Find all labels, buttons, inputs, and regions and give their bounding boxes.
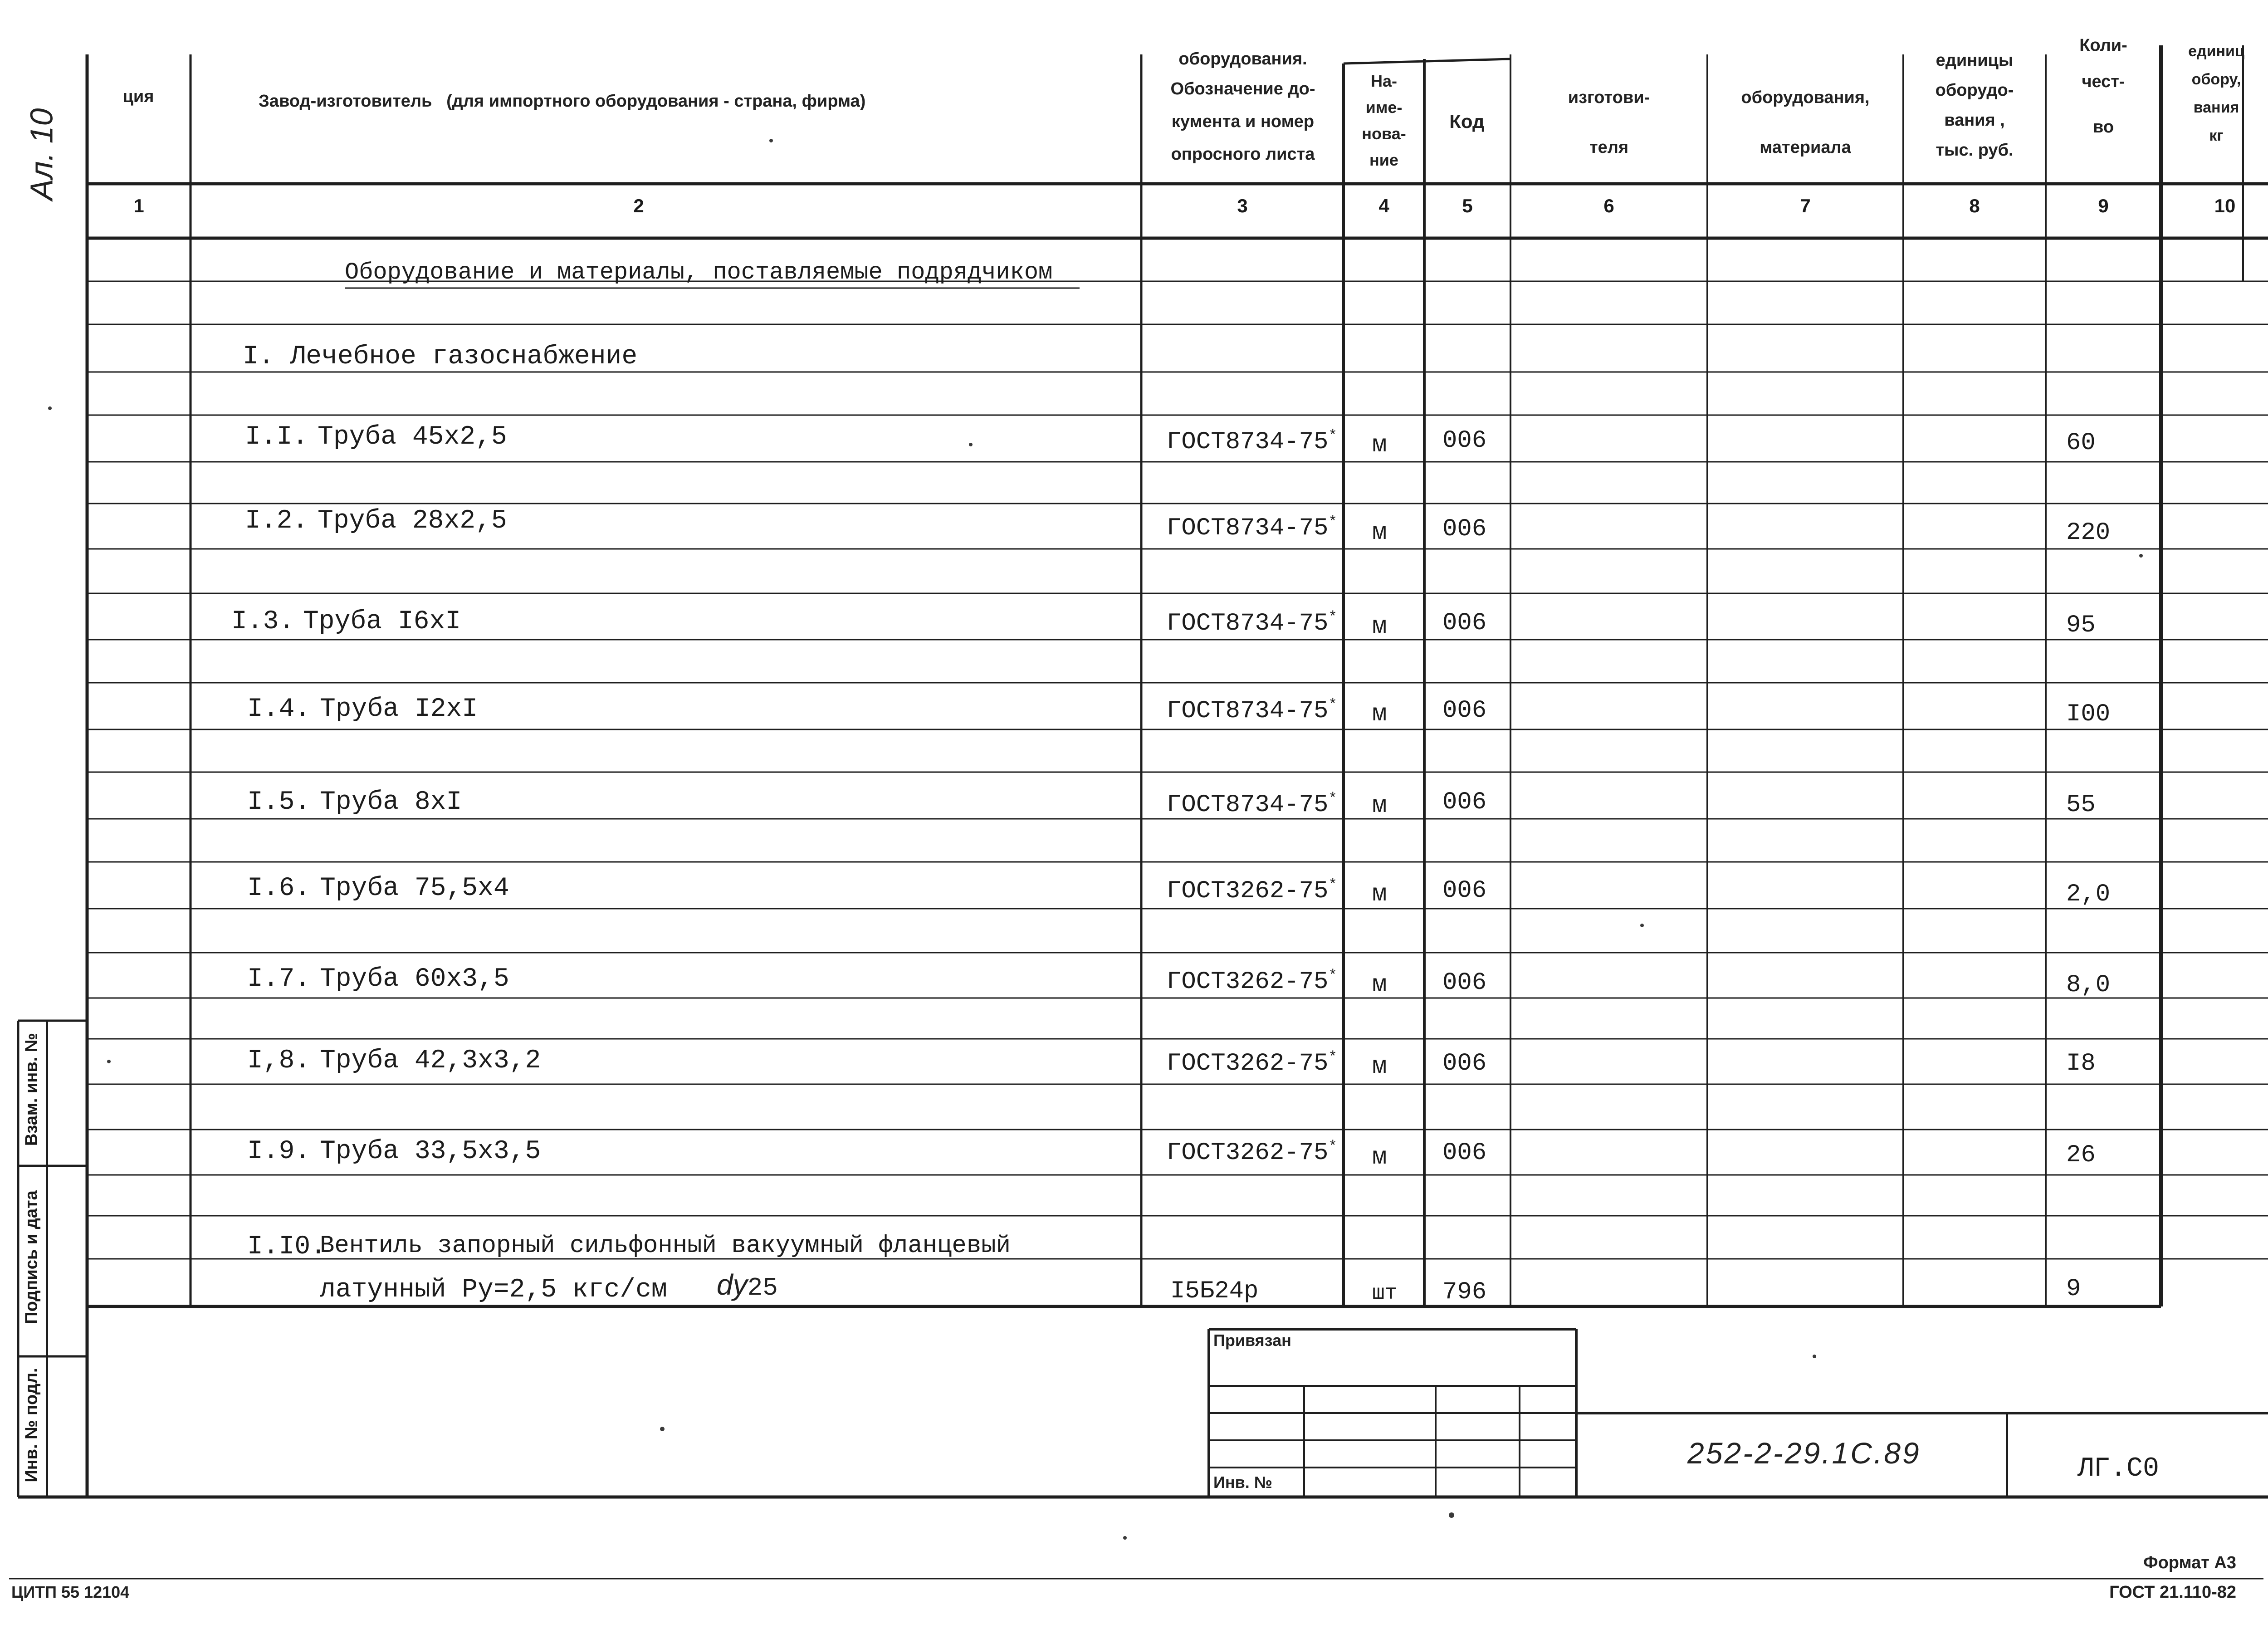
header-col3-l2: кумента и номер — [1171, 112, 1315, 131]
row-unit: м — [1372, 1053, 1387, 1081]
row-doc: I5Б24р — [1170, 1277, 1259, 1305]
header-col8-l3: вания , — [1944, 111, 2005, 130]
row-name: Труба 8xI — [320, 788, 462, 817]
row-qty: 95 — [2066, 612, 2096, 639]
row-pos: I.3. — [231, 607, 295, 636]
row-code: 796 — [1442, 1278, 1487, 1306]
side-podpis-data: Подпись и дата — [22, 1190, 41, 1324]
col-number: 10 — [2214, 195, 2236, 216]
row-qty: I8 — [2066, 1050, 2096, 1077]
header-col4-l2: име- — [1365, 98, 1403, 117]
row-doc: ГОСТ8734-75* — [1167, 514, 1337, 542]
inv-no-label: Инв. № — [1213, 1473, 1272, 1492]
header-col8-l4: тыс. руб. — [1936, 141, 2014, 160]
row-qty: 26 — [2066, 1141, 2096, 1169]
col-number: 1 — [133, 195, 144, 216]
row-qty: 9 — [2066, 1275, 2081, 1303]
row-doc: ГОСТ8734-75* — [1167, 696, 1337, 725]
row-name: Труба 42,3x3,2 — [320, 1046, 541, 1076]
header-col7 — [1709, 73, 1901, 172]
header-col9-top: Коли- — [2079, 36, 2127, 55]
header-col4-l3: нова- — [1362, 124, 1406, 143]
footer-format: Формат А3 — [2143, 1553, 2236, 1572]
header-col9-l2: во — [2092, 117, 2114, 137]
header-col4-l4: ние — [1369, 151, 1398, 169]
col-number: 8 — [1969, 195, 1980, 216]
row-unit: м — [1372, 519, 1387, 547]
row-qty: 60 — [2066, 429, 2096, 457]
col-number: 4 — [1378, 195, 1389, 216]
row-qty: I00 — [2066, 700, 2111, 728]
row-name-line1: Вентиль запорный сильфонный вакуумный фланцевый — [320, 1232, 1011, 1260]
row-qty: 55 — [2066, 791, 2096, 819]
row-code: 006 — [1442, 1050, 1487, 1077]
row-pos: I.7. — [247, 964, 311, 994]
header-col3-l1: Обозначение до- — [1170, 79, 1315, 98]
side-vzam-inv: Взам. инв. № — [22, 1032, 41, 1146]
row-name: Труба 45x2,5 — [318, 422, 507, 452]
row-unit: м — [1372, 700, 1387, 728]
row-pos: I.I. — [245, 422, 308, 452]
col-number: 7 — [1800, 195, 1811, 216]
row-pos: I,8. — [247, 1046, 311, 1076]
row-pos: I.I0. — [247, 1232, 327, 1262]
row-code: 006 — [1442, 427, 1487, 455]
header-col9-l1: чест- — [2082, 72, 2125, 91]
header-col10-l2: обору, — [2191, 71, 2241, 88]
row-unit: м — [1372, 431, 1387, 459]
row-name: Труба 75,5x4 — [320, 874, 509, 903]
row-qty: 8,0 — [2066, 971, 2111, 999]
footer-printer: ЦИТП 55 12104 — [11, 1583, 130, 1601]
header-col5: Код — [1449, 111, 1485, 132]
header-col2 — [200, 86, 1193, 116]
col-number: 6 — [1603, 195, 1614, 216]
row-unit: м — [1372, 881, 1387, 908]
row-code: 006 — [1442, 969, 1487, 997]
header-col4-l1: На- — [1370, 72, 1397, 90]
row-qty: 2,0 — [2066, 881, 2111, 908]
sheet-code: ЛГ.С0 — [2077, 1453, 2160, 1484]
header-col2-main: Завод-изготовитель — [259, 92, 432, 111]
row-code: 006 — [1442, 788, 1487, 816]
row-pos: I.6. — [247, 874, 311, 903]
row-pos: I.9. — [247, 1137, 311, 1166]
header-col6-l1: изготови- — [1568, 88, 1650, 107]
row-name-line2: латунный Ру=2,5 кгс/см — [320, 1275, 667, 1305]
header-col7-l1: оборудования, — [1741, 88, 1870, 107]
row-name: Труба I2xI — [320, 695, 478, 724]
col-number: 9 — [2098, 195, 2109, 216]
header-col8-l1: единицы — [1936, 51, 2014, 70]
header-col7-l2: материала — [1760, 138, 1851, 157]
side-inv-podl: Инв. № подл. — [22, 1368, 41, 1482]
row-doc: ГОСТ8734-75* — [1167, 609, 1337, 637]
header-col10-l3: вания — [2193, 99, 2239, 116]
header-col8 — [1905, 45, 2044, 165]
header-col8-l2: оборудо- — [1935, 81, 2014, 100]
row-unit: м — [1372, 1144, 1387, 1171]
subsection-title: I. Лечебное газоснабжение — [243, 342, 638, 372]
header-col6 — [1512, 73, 1706, 172]
row-code: 006 — [1442, 1139, 1487, 1167]
row-code: 006 — [1442, 877, 1487, 905]
row-unit: м — [1372, 971, 1387, 999]
row-name: Труба I6xI — [303, 607, 461, 636]
row-doc: ГОСТ3262-75* — [1167, 876, 1337, 905]
row-qty: 220 — [2066, 519, 2111, 547]
row-doc: ГОСТ8734-75* — [1167, 790, 1337, 819]
col-number: 5 — [1462, 195, 1473, 216]
header-col4 — [1345, 68, 1422, 173]
doc-number: 252-2-29.1С.89 — [1687, 1436, 1921, 1470]
row-name: Труба 28x2,5 — [318, 506, 507, 536]
row-doc: ГОСТ3262-75* — [1167, 967, 1337, 996]
section-title: Оборудование и материалы, поставляемые подрядчиком — [345, 259, 1053, 286]
header-col1: ция — [122, 87, 154, 106]
row-dy: dy25 — [717, 1268, 778, 1302]
row-pos: I.2. — [245, 506, 308, 536]
row-doc: ГОСТ8734-75* — [1167, 427, 1337, 456]
header-col6-l2: теля — [1589, 138, 1629, 157]
header-col10 — [2163, 37, 2268, 150]
privyazan-label: Привязан — [1213, 1331, 1291, 1350]
col-number: 3 — [1237, 195, 1248, 216]
header-col2-note: (для импортного оборудования - страна, фирма) — [446, 92, 866, 111]
header-col9 — [2048, 32, 2159, 150]
footer-gost: ГОСТ 21.110-82 — [2109, 1583, 2236, 1602]
row-pos: I.5. — [247, 788, 311, 817]
header-col3 — [1143, 45, 1343, 171]
header-col3-l3: опросного листа — [1171, 145, 1315, 164]
row-code: 006 — [1442, 697, 1487, 724]
row-pos: I.4. — [247, 695, 311, 724]
row-unit: шт — [1372, 1282, 1398, 1305]
row-unit: м — [1372, 613, 1387, 641]
row-code: 006 — [1442, 609, 1487, 637]
row-doc: ГОСТ3262-75* — [1167, 1138, 1337, 1167]
row-name: Труба 60x3,5 — [320, 964, 509, 994]
sheet-mark: Ал. 10 — [24, 108, 59, 201]
row-doc: ГОСТ3262-75* — [1167, 1049, 1337, 1077]
col-number: 2 — [633, 195, 644, 216]
header-col3-top: оборудования. — [1178, 49, 1307, 68]
row-code: 006 — [1442, 515, 1487, 543]
row-name: Труба 33,5x3,5 — [320, 1137, 541, 1166]
header-col10-l4: кг — [2209, 127, 2224, 144]
row-unit: м — [1372, 792, 1387, 820]
header-col10-l1: единиц — [2188, 43, 2244, 60]
